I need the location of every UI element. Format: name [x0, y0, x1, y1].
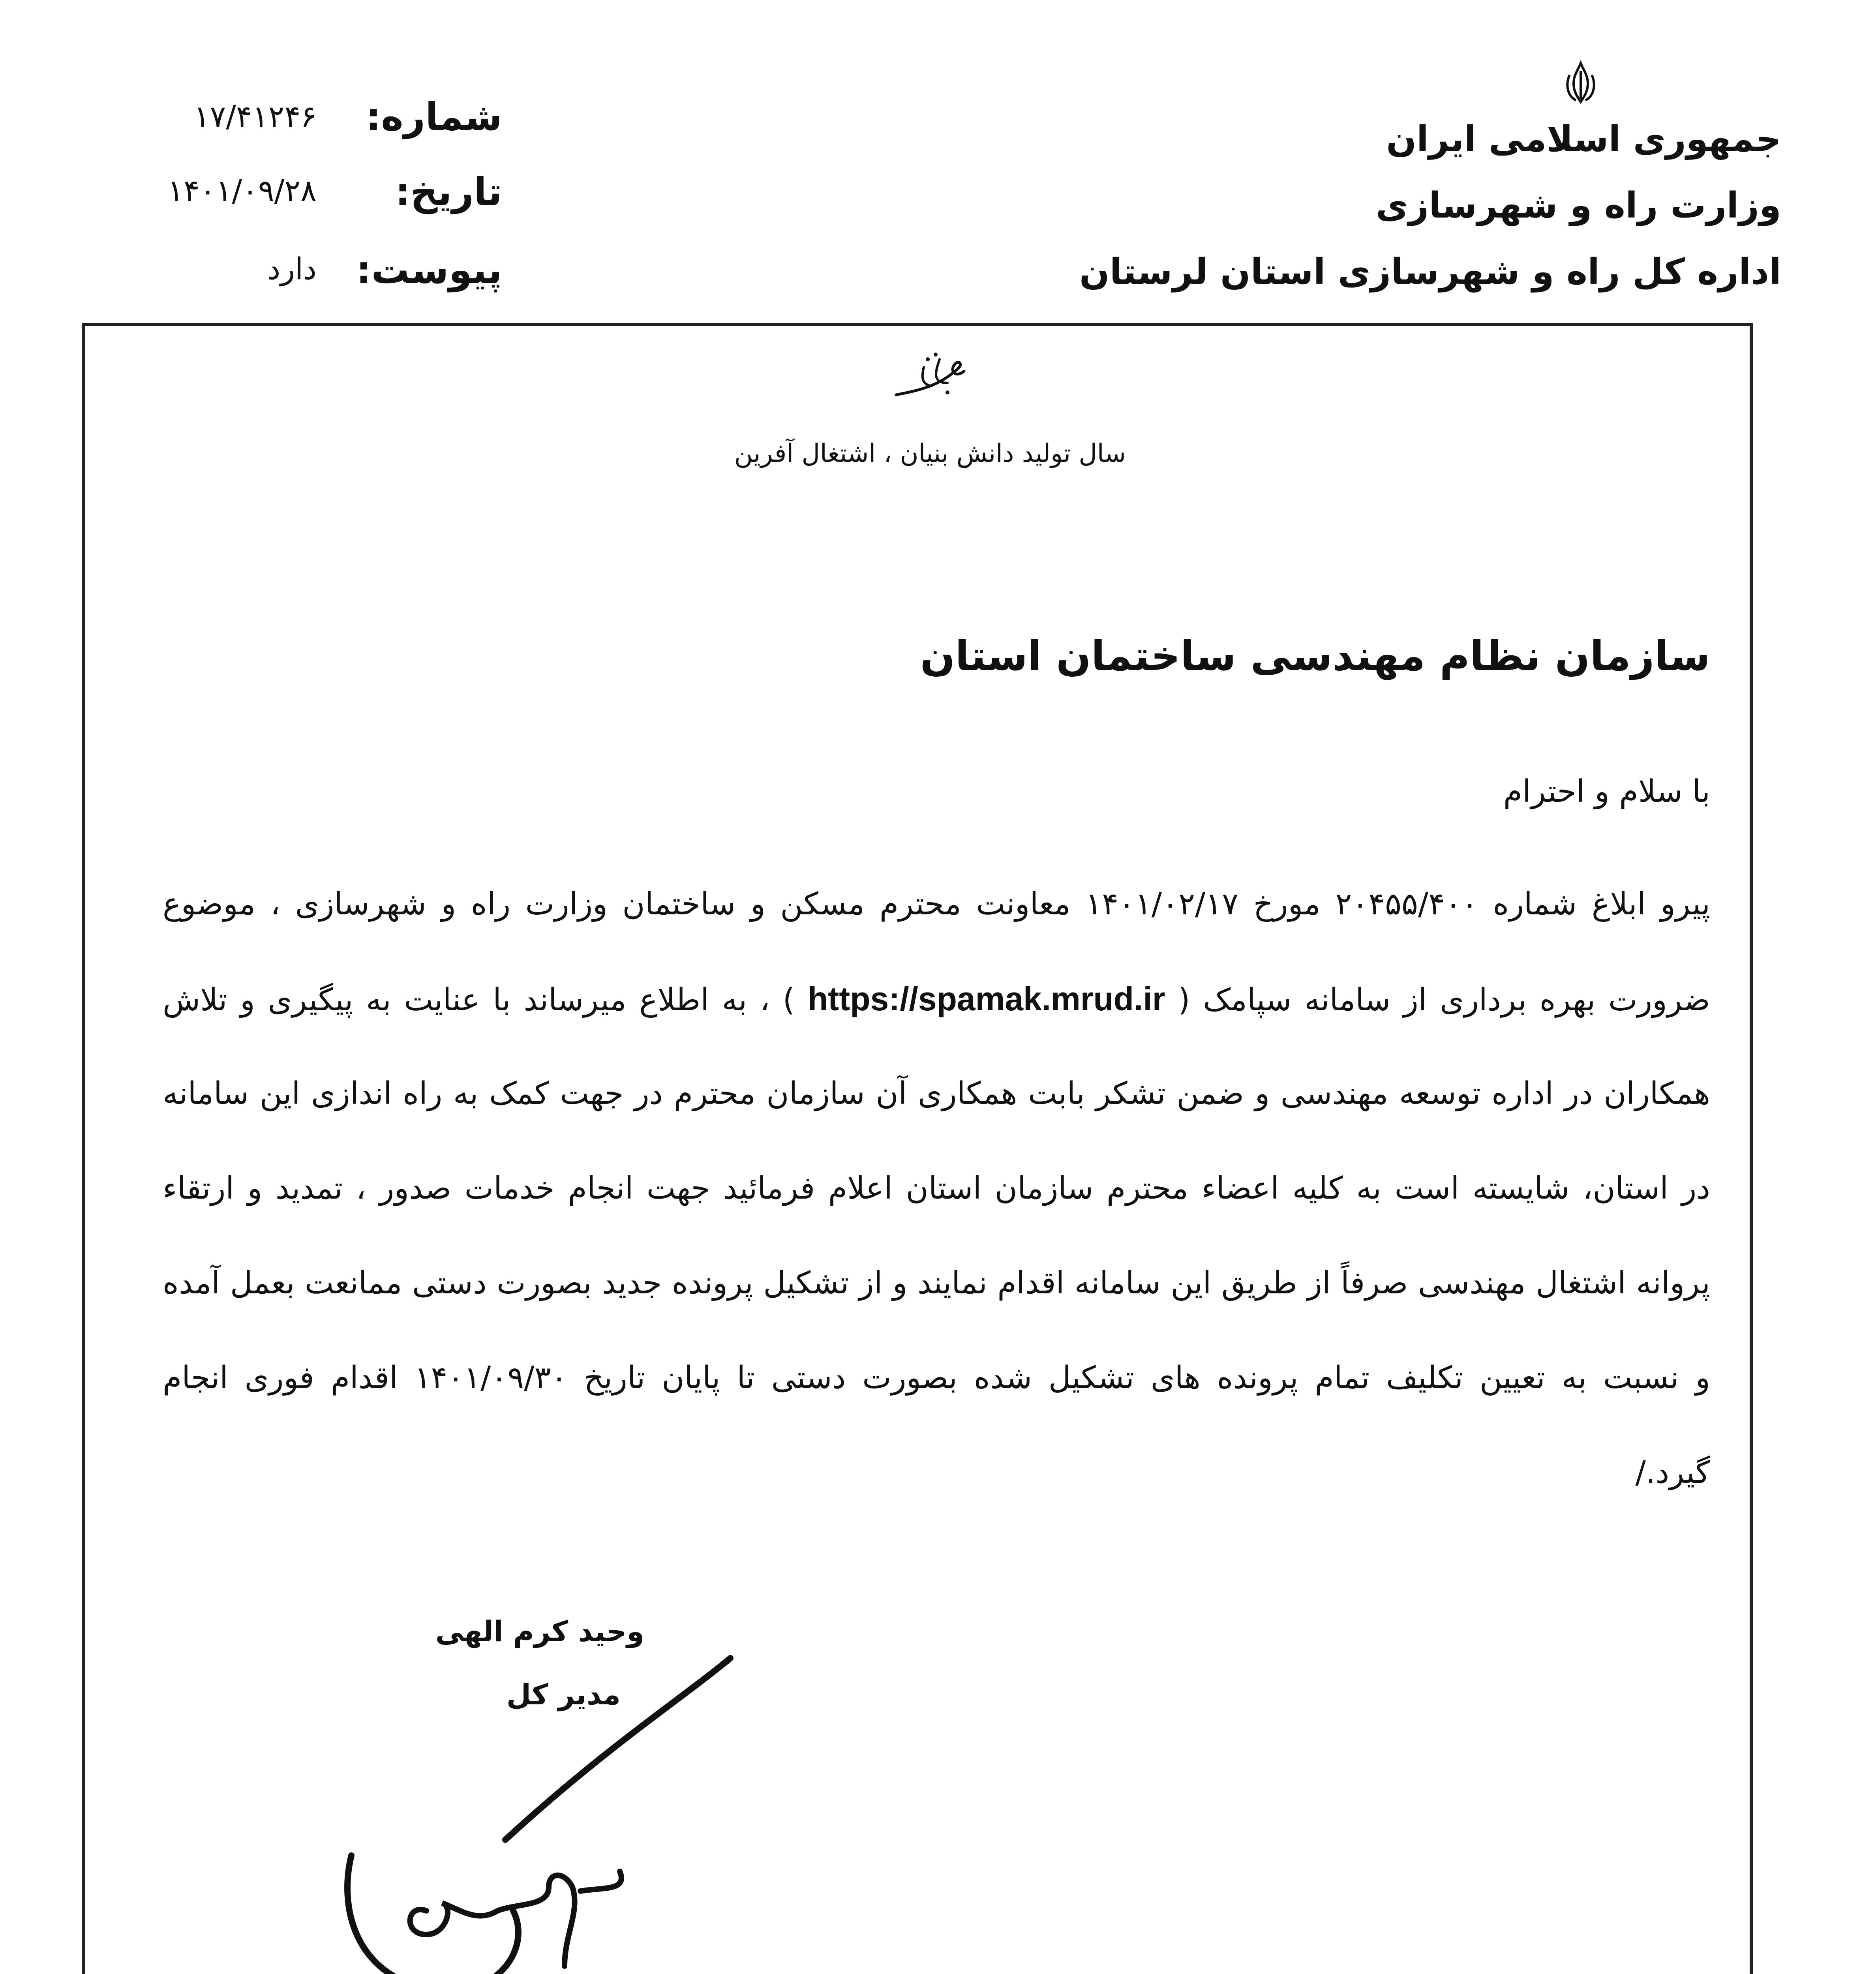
letter-number-label: شماره: [366, 95, 502, 139]
body-line: و نسبت به تعیین تکلیف تمام پرونده های تشکیل شده بصورت دستی تا پایان تاریخ ۱۴۰۱/۰۹/۳۰ اقدام فوری انجام [163, 1360, 1710, 1396]
salutation: با سلام و احترام [1503, 774, 1710, 809]
letter-date-label: تاریخ: [395, 170, 502, 214]
header-department: اداره کل راه و شهرسازی استان لرستان [1079, 251, 1781, 293]
body-line-text: ضرورت بهره برداری از سامانه سپامک ( [1178, 982, 1711, 1018]
letter-body [163, 857, 1710, 1520]
letter-date-value: ۱۴۰۱/۰۹/۲۸ [167, 173, 317, 208]
iran-emblem-icon [1562, 59, 1600, 107]
body-line: پیرو ابلاغ شماره ۲۰۴۵۵/۴۰۰ مورخ ۱۴۰۱/۰۲/۱۷ معاونت محترم مسکن و ساختمان وزارت راه و شهرسازی ، موضوع [163, 886, 1710, 922]
signer-title: مدیر کل [506, 1678, 621, 1711]
handwritten-signature [328, 1650, 801, 1974]
body-line: همکاران در اداره توسعه مهندسی و ضمن تشکر بابت همکاری آن سازمان محترم در جهت کمک به راه اندازی این سامانه [163, 1076, 1710, 1111]
signer-name: وحید کرم الهی [435, 1615, 644, 1648]
attachment-value: دارد [267, 251, 317, 286]
body-line: در استان، شایسته است به کلیه اعضاء محترم سازمان استان اعلام فرمائید جهت انجام خدمات صدور ، تمدید و ارتقاء [163, 1171, 1710, 1206]
body-line-text: ) ، به اطلاع میرساند با عنایت به پیگیری و تلاش [163, 982, 795, 1018]
header-ministry: وزارت راه و شهرسازی [1375, 185, 1781, 226]
letter-number-value: ۱۷/۴۱۲۴۶ [193, 99, 317, 134]
recipient: سازمان نظام مهندسی ساختمان استان [920, 632, 1710, 680]
spamak-url-link[interactable]: https://spamak.mrud.ir [807, 980, 1165, 1017]
year-motto: سال تولید دانش بنیان ، اشتغال آفرین [734, 439, 1126, 468]
body-line: گیرد./ [1635, 1455, 1710, 1490]
attachment-label: پیوست: [356, 248, 502, 292]
motto-calligraphy-mark [880, 343, 983, 407]
body-line: پروانه اشتغال مهندسی صرفاً از طریق این سامانه اقدام نمایند و از تشکیل پرونده جدید بصورت دستی ممانعت بعمل آمده [163, 1265, 1710, 1301]
header-country: جمهوری اسلامی ایران [1386, 118, 1781, 160]
body-line [163, 951, 1710, 1046]
